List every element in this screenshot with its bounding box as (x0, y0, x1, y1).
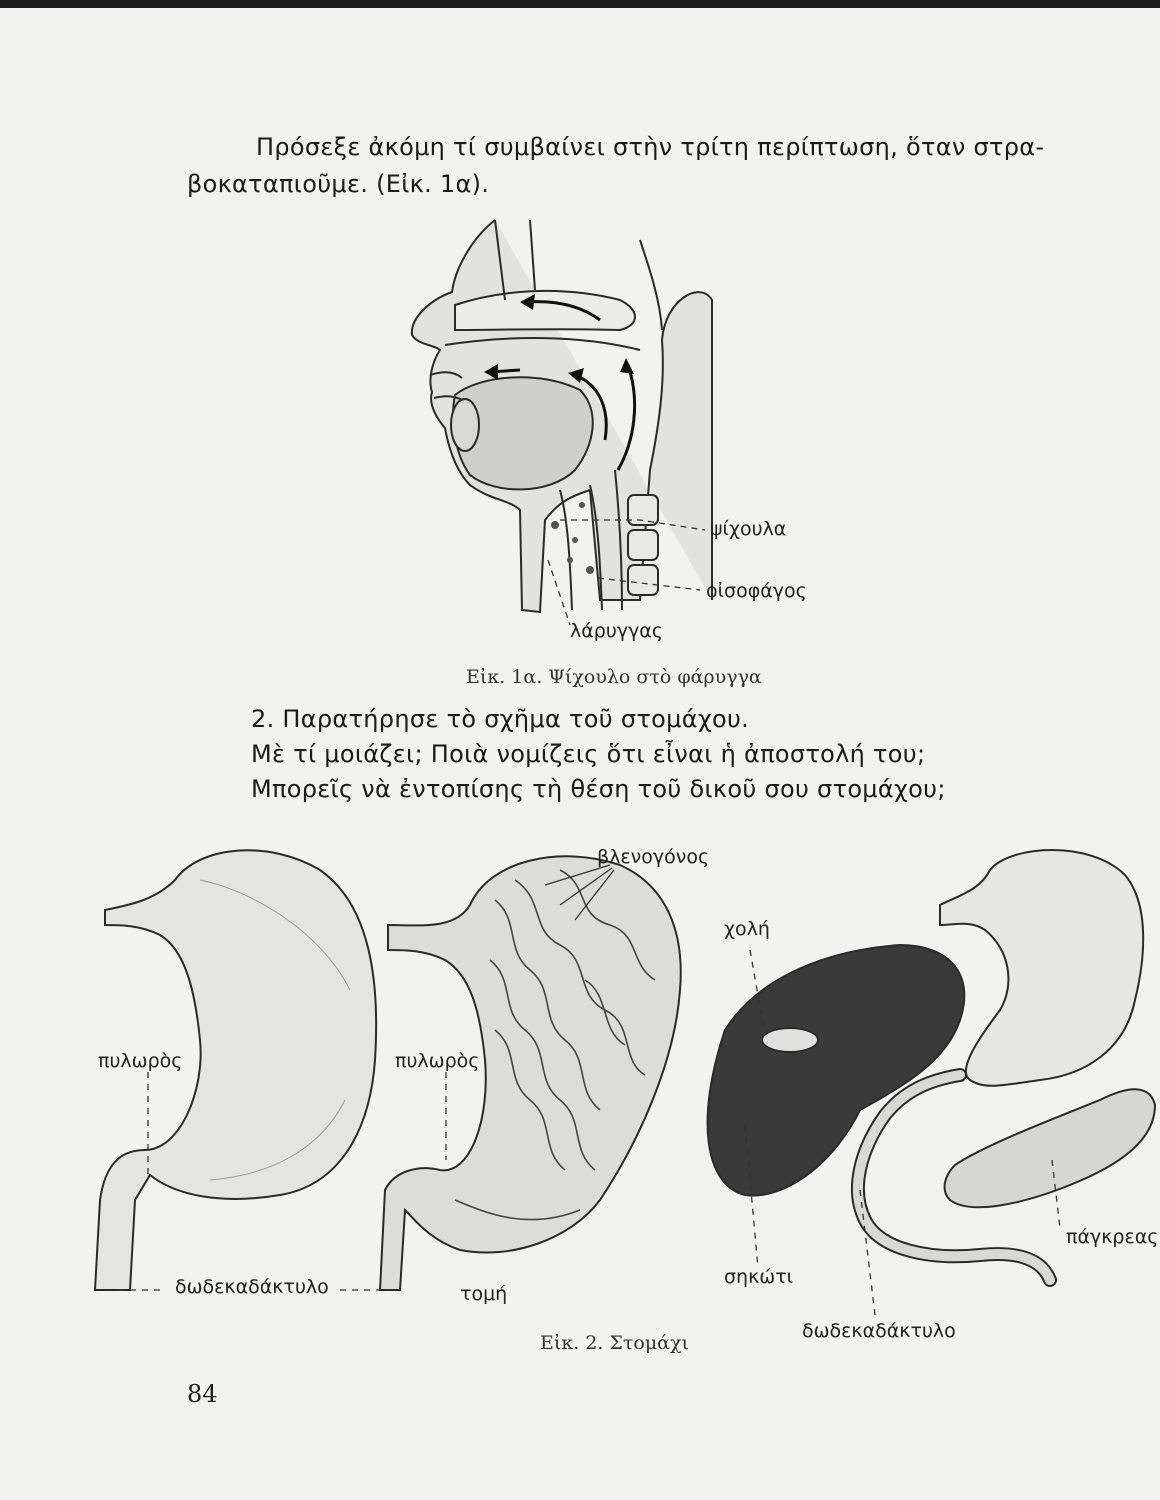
label-crumb: ψίχουλα (710, 518, 787, 540)
label-pylorus-left: πυλωρὸς (98, 1050, 183, 1072)
label-bile: χολή (724, 918, 770, 940)
question-line-1: 2. Παρατήρησε τὸ σχῆμα τοῦ στομάχου. (251, 705, 750, 733)
label-pylorus-middle: πυλωρὸς (395, 1050, 480, 1072)
label-liver: σηκώτι (724, 1266, 794, 1288)
page-number: 84 (187, 1380, 218, 1408)
question-line-2: Μὲ τί μοιάζει; Ποιὰ νομίζεις ὅτι εἶναι ἡ ἀποστολή του; (251, 740, 926, 768)
label-mucosa: βλενογόνος (597, 846, 710, 868)
figure-1-caption: Εἰκ. 1α. Ψίχουλο στὸ φάρυγγα (466, 666, 762, 688)
intro-text-line-1: Πρόσεξε ἀκόμη τί συμβαίνει στὴν τρίτη περίπτωση, ὅταν στρα- (256, 133, 1045, 161)
label-pancreas: πάγκρεας (1066, 1226, 1159, 1248)
label-duodenum-right: δωδεκαδάκτυλο (802, 1320, 956, 1342)
intro-text-line-2: βοκαταπιοῦμε. (Εἰκ. 1α). (187, 170, 490, 198)
label-duodenum-left: δωδεκαδάκτυλο (175, 1276, 329, 1298)
question-line-3: Μπορεῖς νὰ ἐντοπίσης τὴ θέση τοῦ δικοῦ σου στομάχου; (251, 775, 946, 803)
label-section: τομή (460, 1283, 508, 1305)
figure-2-caption: Εἰκ. 2. Στομάχι (540, 1332, 689, 1354)
label-larynx: λάρυγγας (570, 620, 663, 642)
label-esophagus: οἰσοφάγος (706, 580, 807, 602)
